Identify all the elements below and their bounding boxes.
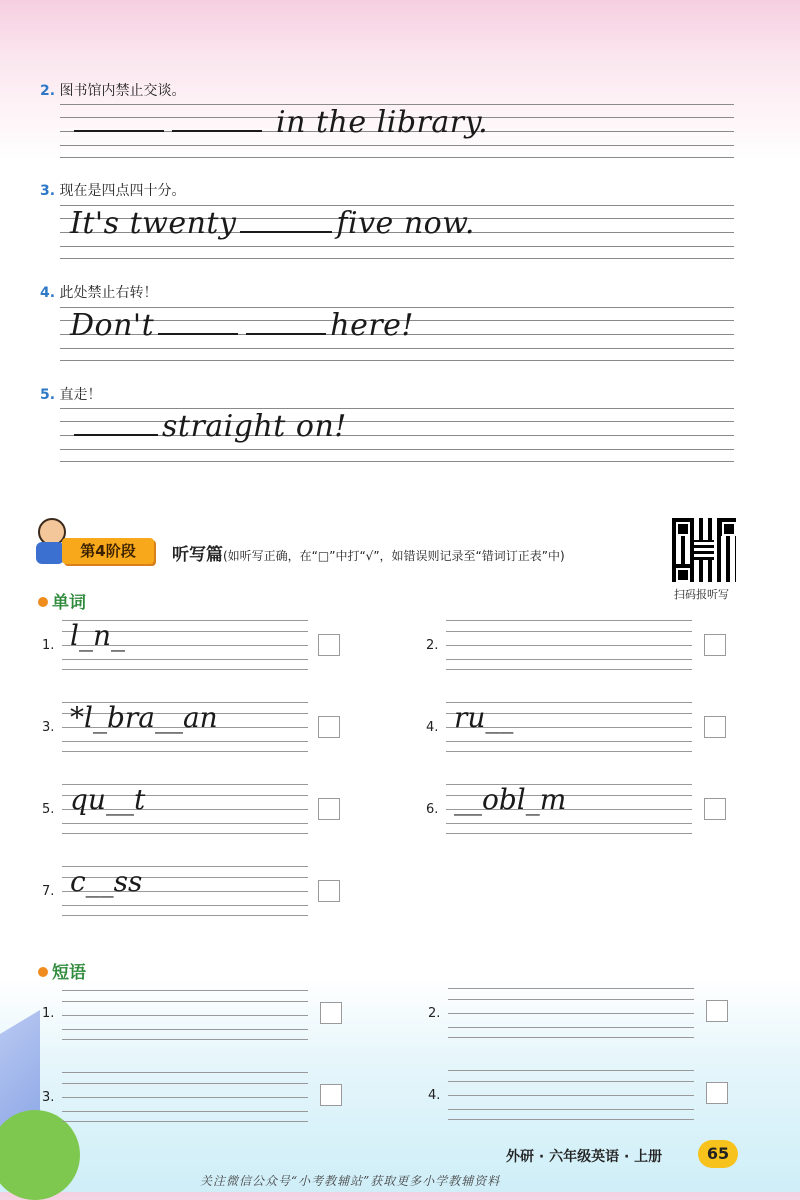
word-answer-box-5[interactable] xyxy=(62,784,308,834)
word-checkbox-6[interactable] xyxy=(704,798,726,820)
word-checkbox-1[interactable] xyxy=(318,634,340,656)
phrases-title-text: 短语 xyxy=(52,963,86,983)
handwritten-answer xyxy=(70,206,475,241)
question-prompt: 此处禁止右转！ xyxy=(59,285,158,301)
stage-instruction: (如听写正确，在“□”中打“√”，如错误则记录至“错词订正表”中) xyxy=(223,549,565,563)
phrase-item-number: 3. xyxy=(42,1090,55,1105)
word-checkbox-3[interactable] xyxy=(318,716,340,738)
word-item-number: 7. xyxy=(42,884,55,899)
word-answer-box-3[interactable] xyxy=(62,702,308,752)
page-number-badge xyxy=(698,1140,738,1168)
phrase-item-number: 4. xyxy=(428,1088,441,1103)
phrase-item-number: 1. xyxy=(42,1006,55,1021)
answer-box-2[interactable] xyxy=(60,104,734,158)
phrase-answer-box-3[interactable] xyxy=(62,1072,308,1122)
word-answer-box-6[interactable] xyxy=(446,784,692,834)
handwritten-answer xyxy=(70,308,414,343)
phrase-checkbox-1[interactable] xyxy=(320,1002,342,1024)
word-handwriting: *l_bra__an xyxy=(70,701,218,734)
word-answer-box-1[interactable] xyxy=(62,620,308,670)
phrase-answer-box-1[interactable] xyxy=(62,990,308,1040)
words-section-title xyxy=(38,588,86,613)
word-item-number: 3. xyxy=(42,720,55,735)
word-handwriting: ru__ xyxy=(454,701,514,734)
question-prompt: 直走！ xyxy=(59,387,102,403)
phrase-item-number: 2. xyxy=(428,1006,441,1021)
question-number: 5. xyxy=(40,387,56,403)
answer-text-a: It's twenty xyxy=(70,206,237,241)
answer-text: in the library. xyxy=(276,105,489,140)
answer-box-3[interactable] xyxy=(60,205,734,259)
handwritten-answer xyxy=(70,409,347,444)
answer-text-b: five now. xyxy=(336,206,475,241)
word-answer-box-7[interactable] xyxy=(62,866,308,916)
phrase-checkbox-3[interactable] xyxy=(320,1084,342,1106)
stage-title-text: 听写篇 xyxy=(172,545,223,565)
bullet-dot-icon xyxy=(38,967,48,977)
answer-text-b: here! xyxy=(330,308,414,343)
word-handwriting: c__ss xyxy=(70,865,143,898)
word-answer-box-4[interactable] xyxy=(446,702,692,752)
question-4 xyxy=(40,282,158,302)
stage-badge xyxy=(62,538,154,564)
phrases-section-title xyxy=(38,958,86,983)
answer-text: straight on! xyxy=(162,409,347,444)
question-prompt: 现在是四点四十分。 xyxy=(59,183,186,199)
word-item-number: 5. xyxy=(42,802,55,817)
page-number: 65 xyxy=(706,1144,730,1163)
bullet-dot-icon xyxy=(38,597,48,607)
answer-box-5[interactable] xyxy=(60,408,734,462)
word-handwriting: l_n_ xyxy=(70,619,125,652)
book-title: 外研 · 六年级英语 · 上册 xyxy=(506,1149,663,1165)
word-handwriting: __obl_m xyxy=(454,783,567,816)
phrase-answer-box-2[interactable] xyxy=(448,988,694,1038)
word-item-number: 4. xyxy=(426,720,439,735)
qr-code-icon[interactable] xyxy=(672,518,736,582)
question-number: 2. xyxy=(40,83,56,99)
words-title-text: 单词 xyxy=(52,593,86,613)
word-item-number: 6. xyxy=(426,802,439,817)
word-checkbox-2[interactable] xyxy=(704,634,726,656)
question-5 xyxy=(40,384,102,404)
answer-text-a: Don't xyxy=(70,308,155,343)
word-checkbox-5[interactable] xyxy=(318,798,340,820)
question-number: 4. xyxy=(40,285,56,301)
stage-title xyxy=(172,540,565,565)
phrase-answer-box-4[interactable] xyxy=(448,1070,694,1120)
answer-box-4[interactable] xyxy=(60,307,734,361)
phrase-checkbox-4[interactable] xyxy=(706,1082,728,1104)
watermark-text: 关注微信公众号“小考教辅站”获取更多小学教辅资料 xyxy=(200,1174,501,1188)
decorative-bush xyxy=(0,1110,80,1200)
question-2 xyxy=(40,80,186,100)
word-checkbox-7[interactable] xyxy=(318,880,340,902)
handwritten-answer xyxy=(70,105,488,140)
phrase-checkbox-2[interactable] xyxy=(706,1000,728,1022)
qr-label: 扫码报听写 xyxy=(674,588,729,601)
word-item-number: 2. xyxy=(426,638,439,653)
word-item-number: 1. xyxy=(42,638,55,653)
word-handwriting: qu__t xyxy=(70,783,146,816)
question-number: 3. xyxy=(40,183,56,199)
word-checkbox-4[interactable] xyxy=(704,716,726,738)
question-prompt: 图书馆内禁止交谈。 xyxy=(59,83,186,99)
word-answer-box-2[interactable] xyxy=(446,620,692,670)
stage-badge-label: 第4阶段 xyxy=(80,542,136,560)
question-3 xyxy=(40,180,186,200)
